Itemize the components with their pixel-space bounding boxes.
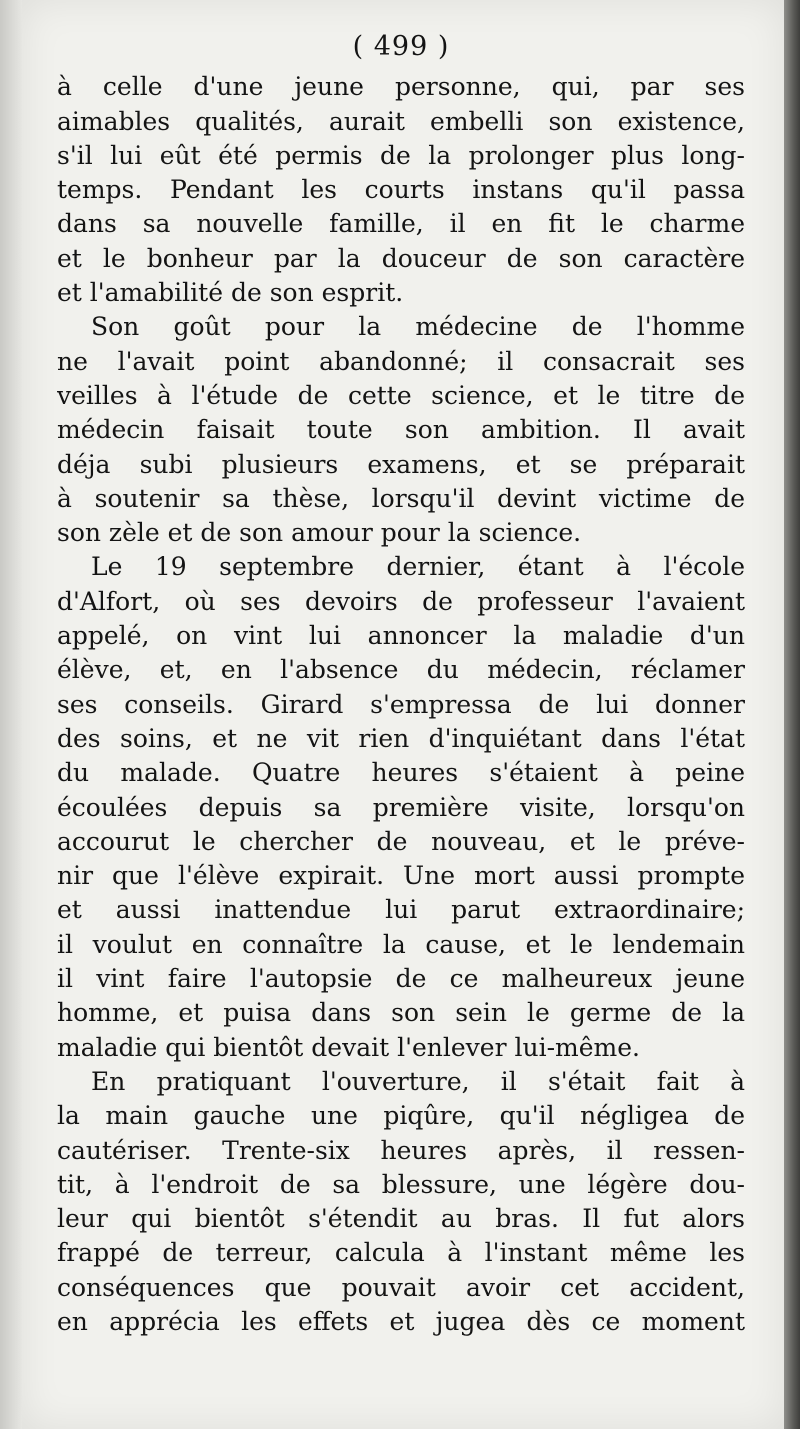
page-left-margin [0, 0, 22, 1429]
text-line: tit, à l'endroit de sa blessure, une légère dou- [57, 1169, 745, 1199]
page-gutter-shadow [784, 0, 800, 1429]
paragraph [57, 70, 745, 310]
text-line: appelé, on vint lui annoncer la maladie d'un [57, 621, 745, 651]
paragraph [57, 310, 745, 550]
text-line: Son goût pour la médecine de l'homme [91, 312, 745, 342]
page-text [57, 30, 745, 1339]
text-line: à celle d'une jeune personne, qui, par ses [57, 72, 745, 102]
text-line: aimables qualités, aurait embelli son existence, [57, 106, 745, 136]
paragraph [57, 1065, 745, 1339]
paragraphs [57, 70, 745, 1339]
text-line: conséquences que pouvait avoir cet accident, [57, 1272, 745, 1302]
text-line: s'il lui eût été permis de la prolonger plus long- [57, 140, 745, 170]
text-line: accourut le chercher de nouveau, et le préve- [57, 826, 745, 856]
text-line: à soutenir sa thèse, lorsqu'il devint victime de [57, 483, 745, 513]
text-line: il voulut en connaître la cause, et le lendemain [57, 929, 745, 959]
text-line: temps. Pendant les courts instans qu'il passa [57, 175, 745, 205]
text-line: d'Alfort, où ses devoirs de professeur l'avaient [57, 586, 745, 616]
text-line: des soins, et ne vit rien d'inquiétant dans l'état [57, 723, 745, 753]
text-line: ne l'avait point abandonné; il consacrait ses [57, 346, 745, 376]
text-line: nir que l'élève expirait. Une mort aussi prompte [57, 861, 745, 891]
text-line: élève, et, en l'absence du médecin, réclamer [57, 655, 745, 685]
text-line: médecin faisait toute son ambition. Il avait [57, 415, 745, 445]
text-line: dans sa nouvelle famille, il en fit le charme [57, 209, 745, 239]
text-line: la main gauche une piqûre, qu'il négligea de [57, 1101, 745, 1131]
text-line: et aussi inattendue lui parut extraordinaire; [57, 895, 745, 925]
text-line: veilles à l'étude de cette science, et le titre de [57, 380, 745, 410]
text-line: homme, et puisa dans son sein le germe de la [57, 998, 745, 1028]
text-line: et l'amabilité de son esprit. [57, 278, 404, 308]
text-line: ses conseils. Girard s'empressa de lui donner [57, 689, 745, 719]
text-line: il vint faire l'autopsie de ce malheureux jeune [57, 964, 745, 994]
text-line: déja subi plusieurs examens, et se préparait [57, 449, 745, 479]
text-line: Le 19 septembre dernier, étant à l'école [91, 552, 745, 582]
text-line: cautériser. Trente-six heures après, il ressen- [57, 1135, 745, 1165]
text-line: leur qui bientôt s'étendit au bras. Il fut alors [57, 1204, 745, 1234]
page-number: ( 499 ) [352, 31, 450, 62]
text-line: en apprécia les effets et jugea dès ce moment [57, 1306, 745, 1336]
text-line: son zèle et de son amour pour la science. [57, 518, 582, 548]
text-line: En pratiquant l'ouverture, il s'était fait à [91, 1066, 745, 1096]
text-line: frappé de terreur, calcula à l'instant même les [57, 1238, 745, 1268]
text-line: maladie qui bientôt devait l'enlever lui-même. [57, 1032, 640, 1062]
text-line: et le bonheur par la douceur de son caractère [57, 243, 745, 273]
paragraph [57, 550, 745, 1064]
text-line: écoulées depuis sa première visite, lorsqu'on [57, 792, 745, 822]
text-line: du malade. Quatre heures s'étaient à peine [57, 758, 745, 788]
